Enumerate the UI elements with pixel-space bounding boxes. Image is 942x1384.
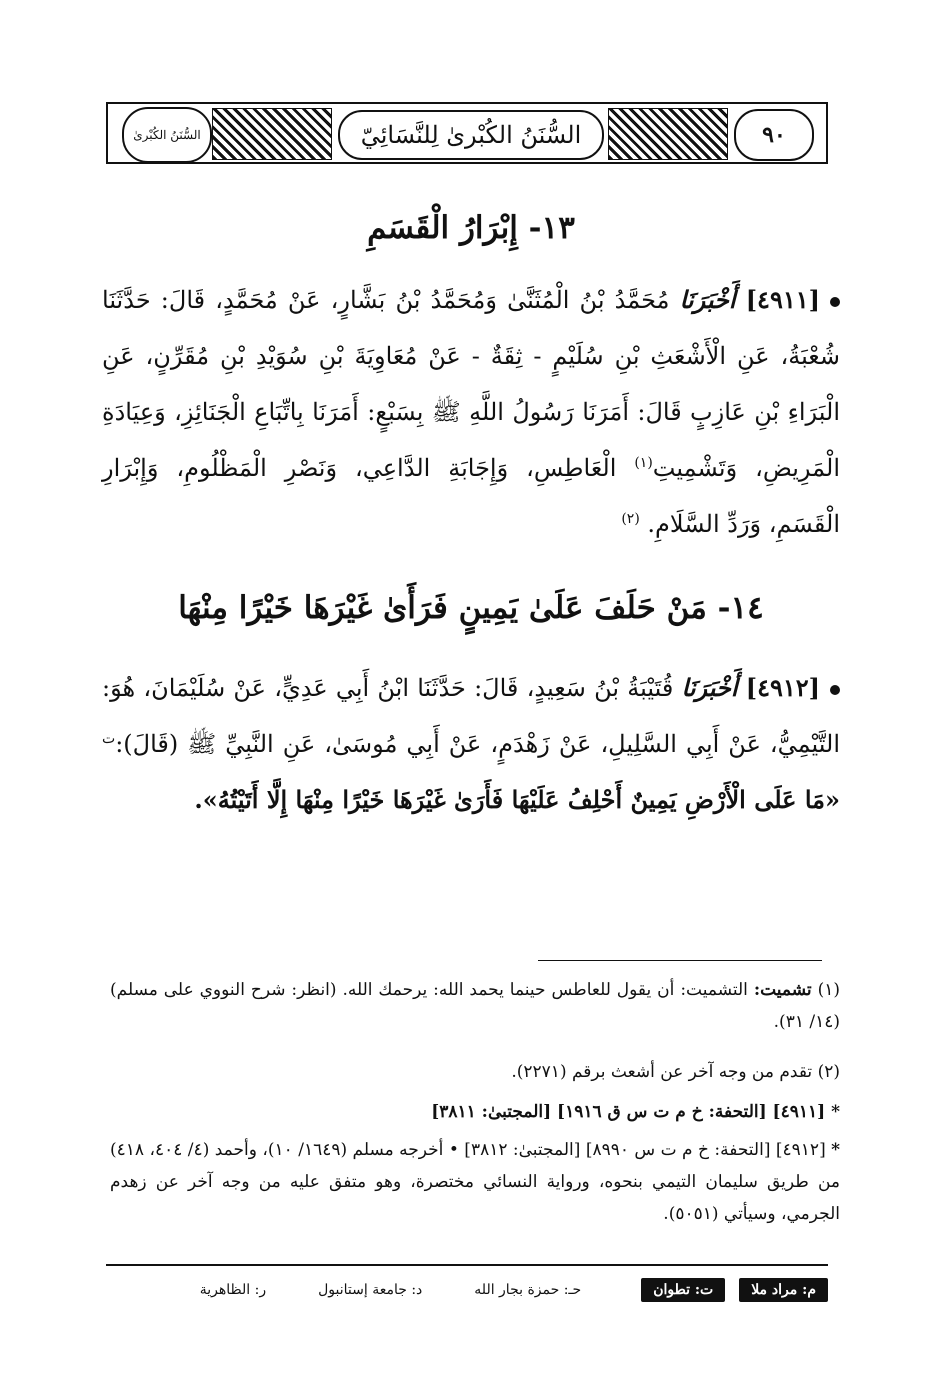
chapter-title-14: ١٤- مَنْ حَلَفَ عَلَىٰ يَمِينٍ فَرَأَىٰ غَيْرَهَا خَيْرًا مِنْهَا: [178, 590, 764, 626]
manuscripts-divider: [106, 1264, 828, 1266]
hadith-4912: [102, 660, 840, 828]
manuscript-r: ر: الظاهرية: [199, 1282, 267, 1298]
bullet-icon: [830, 685, 840, 695]
manuscript-m: م: مراد ملا: [739, 1278, 828, 1302]
hadith-text: قُتَيْبَةُ بْنُ سَعِيدٍ، قَالَ: حَدَّثَنَا ابْنُ أَبِي عَدِيٍّ، عَنْ سُلَيْمَانَ، هُوَ: التَّيْمِيُّ، عَنْ أَبِي السَّلِيلِ، عَنْ زَهْدَمٍ، عَنْ أَبِي مُوسَىٰ، عَنِ النَّبِيِّ ﷺ (قَالَ):: [102, 674, 840, 758]
footnote-term: تشميت:: [753, 980, 812, 1000]
header-ornament-right: [608, 108, 728, 160]
takhrij-text: [٤٩١١] [التحفة: خ م ت س ق ١٩١٦] [المجتبىٰ: ٣٨١١]: [431, 1102, 826, 1122]
takhrij-4912: [110, 1134, 840, 1230]
chapter-title-13: ١٣- إِبْرَارُ الْقَسَمِ: [367, 210, 575, 246]
footnote-text: تقدم من وجه آخر عن أشعث برقم (٢٢٧١).: [511, 1062, 813, 1082]
footnote-marker-1: (١): [634, 455, 653, 471]
star-icon: *: [831, 1102, 840, 1122]
page-header: [106, 102, 828, 164]
star-icon: *: [831, 1140, 841, 1160]
footnote-divider: [538, 960, 822, 961]
book-logo: السُّنَنُ الكُبْرىٰ: [122, 107, 212, 163]
takhrij-text: [٤٩١٢] [التحفة: خ م ت س ٨٩٩٠] [المجتبىٰ: ٣٨١٢] • أخرجه مسلم (١٦٤٩/ ١٠)، وأحمد (٤/ ٤٠٤، ٤١٨) من طريق سليمان التيمي بنحوه، ورواية النسائي مختصرة، وهو متفق عليه من وجه آخر عن زهدم الجرمي، وسيأتي (٥٠٥١).: [110, 1140, 840, 1224]
manuscript-d: د: جامعة إستانبول: [318, 1282, 423, 1298]
footnote-text: التشميت: أن يقول للعاطس حينما يحمد الله: يرحمك الله. (انظر: شرح النووي على مسلم) (١٤/ ٣١).: [110, 980, 840, 1032]
akhbarana: أَخْبَرَنَا: [679, 285, 736, 314]
variant-mark: ت: [102, 731, 116, 747]
footnote-2: [110, 1056, 840, 1088]
page-number: ٩٠: [734, 109, 814, 161]
hadith-matn: «مَا عَلَى الْأَرْضِ يَمِينٌ أَحْلِفُ عَلَيْهَا فَأَرَىٰ غَيْرَهَا خَيْرًا مِنْهَا إِلَّا أَتَيْتُهُ».: [194, 785, 840, 814]
footnote-marker-2: (٢): [621, 511, 640, 527]
hadith-4911: [102, 272, 840, 552]
header-ornament-left: [212, 108, 332, 160]
footnote-marker: (٢): [817, 1062, 840, 1082]
manuscripts-bar: [106, 1270, 828, 1310]
bullet-icon: [830, 297, 840, 307]
hadith-number: [٤٩١٢]: [745, 673, 820, 702]
takhrij-4911: [110, 1096, 840, 1128]
hadith-text-cont: الْعَاطِسِ، وَإِجَابَةِ الدَّاعِي، وَنَصْرِ الْمَظْلُومِ، وَإِبْرَارِ الْقَسَمِ، وَرَدِّ السَّلَامِ.: [102, 454, 840, 538]
hadith-text: مُحَمَّدُ بْنُ الْمُثَنَّىٰ وَمُحَمَّدُ بْنُ بَشَّارٍ، عَنْ مُحَمَّدٍ، قَالَ: حَدَّثَنَا شُعْبَةُ، عَنِ الْأَشْعَثِ بْنِ سُلَيْمٍ - ثِقَةٌ - عَنْ مُعَاوِيَةَ بْنِ سُوَيْدِ بْنِ مُقَرِّنٍ، عَنِ الْبَرَاءِ بْنِ عَازِبٍ قَالَ: أَمَرَنَا رَسُولُ اللَّهِ ﷺ بِسَبْعٍ: أَمَرَنَا بِاتِّبَاعِ الْجَنَائِزِ، وَعِيَادَةِ الْمَرِيضِ، وَتَشْمِيتِ: [102, 286, 840, 482]
hadith-number: [٤٩١١]: [745, 285, 820, 314]
manuscript-t: ت: تطوان: [641, 1278, 725, 1302]
footnote-marker: (١): [817, 980, 840, 1000]
book-title: السُّنَنُ الكُبْرىٰ لِلنَّسَائِيّ: [338, 110, 604, 160]
akhbarana: أَخْبَرَنَا: [681, 673, 738, 702]
footnote-1: [110, 974, 840, 1038]
manuscript-h: حـ: حمزة بجار الله: [474, 1282, 582, 1298]
